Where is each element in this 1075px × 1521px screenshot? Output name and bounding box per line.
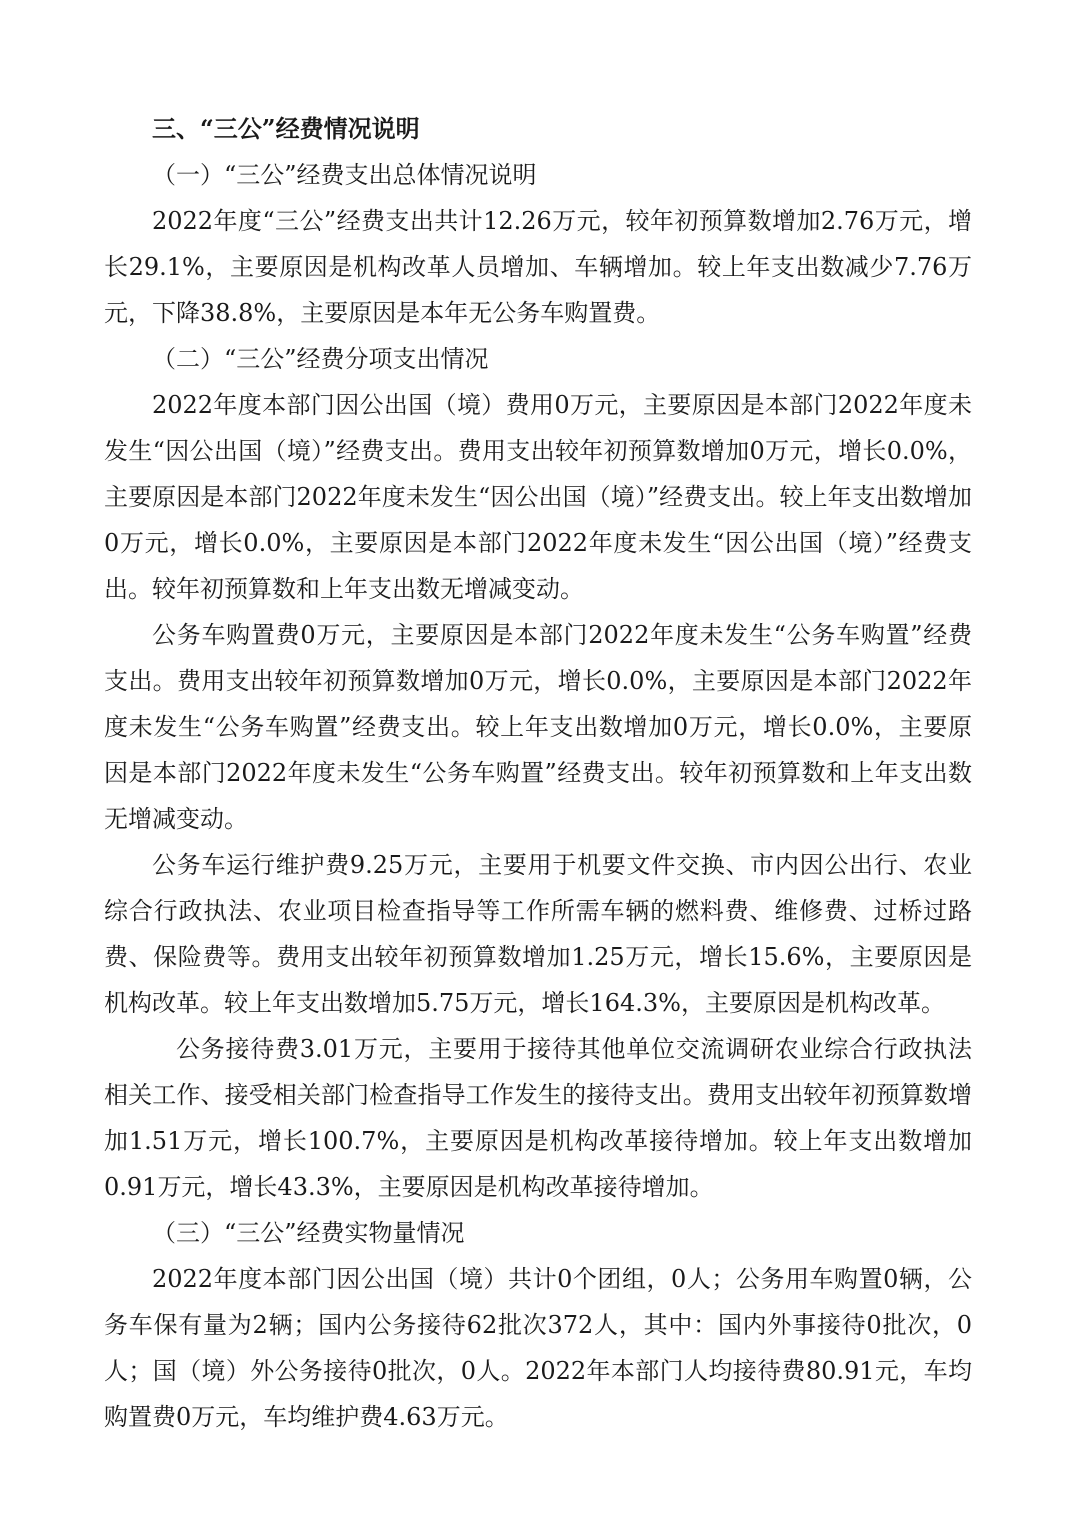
subsection-title-itemized: （二）“三公”经费分项支出情况 bbox=[152, 345, 489, 373]
paragraph-vehicle-maintenance: 公务车运行维护费9.25万元，主要用于机要文件交换、市内因公出行、农业综合行政执法、农业项目检查指导等工作所需车辆的燃料费、维修费、过桥过路费、保险费等。费用支出较年初预算数增加1.25万元，增长15.6%，主要原因是机构改革。较上年支出数增加5.75万元，增长164.3%，主要原因是机构改革。 bbox=[104, 851, 972, 1017]
document-page bbox=[104, 106, 972, 1440]
paragraph-physical-quantity: 2022年度本部门因公出国（境）共计0个团组，0人；公务用车购置0辆，公务车保有量为2辆；国内公务接待62批次372人，其中：国内外事接待0批次，0人；国（境）外公务接待0批次，0人。2022年本部门人均接待费80.91元，车均购置费0万元，车均维护费4.63万元。 bbox=[104, 1265, 972, 1431]
paragraph-overall-summary: 2022年度“三公”经费支出共计12.26万元，较年初预算数增加2.76万元，增长29.1%，主要原因是机构改革人员增加、车辆增加。较上年支出数减少7.76万元，下降38.8%，主要原因是本年无公务车购置费。 bbox=[104, 207, 972, 327]
section-title: 三、“三公”经费情况说明 bbox=[152, 114, 420, 143]
subsection-title-overall: （一）“三公”经费支出总体情况说明 bbox=[152, 161, 537, 189]
paragraph-overseas-expense: 2022年度本部门因公出国（境）费用0万元，主要原因是本部门2022年度未发生“因公出国（境）”经费支出。费用支出较年初预算数增加0万元，增长0.0%，主要原因是本部门2022年度未发生“因公出国（境）”经费支出。较上年支出数增加0万元，增长0.0%，主要原因是本部门2022年度未发生“因公出国（境）”经费支出。较年初预算数和上年支出数无增减变动。 bbox=[104, 391, 972, 603]
subsection-title-physical: （三）“三公”经费实物量情况 bbox=[152, 1219, 465, 1247]
paragraph-vehicle-purchase: 公务车购置费0万元，主要原因是本部门2022年度未发生“公务车购置”经费支出。费用支出较年初预算数增加0万元，增长0.0%，主要原因是本部门2022年度未发生“公务车购置”经费支出。较上年支出数增加0万元，增长0.0%，主要原因是本部门2022年度未发生“公务车购置”经费支出。较年初预算数和上年支出数无增减变动。 bbox=[104, 621, 972, 833]
paragraph-reception-expense: 公务接待费3.01万元，主要用于接待其他单位交流调研农业综合行政执法相关工作、接受相关部门检查指导工作发生的接待支出。费用支出较年初预算数增加1.51万元，增长100.7%，主要原因是机构改革接待增加。较上年支出数增加0.91万元，增长43.3%，主要原因是机构改革接待增加。 bbox=[104, 1035, 972, 1201]
